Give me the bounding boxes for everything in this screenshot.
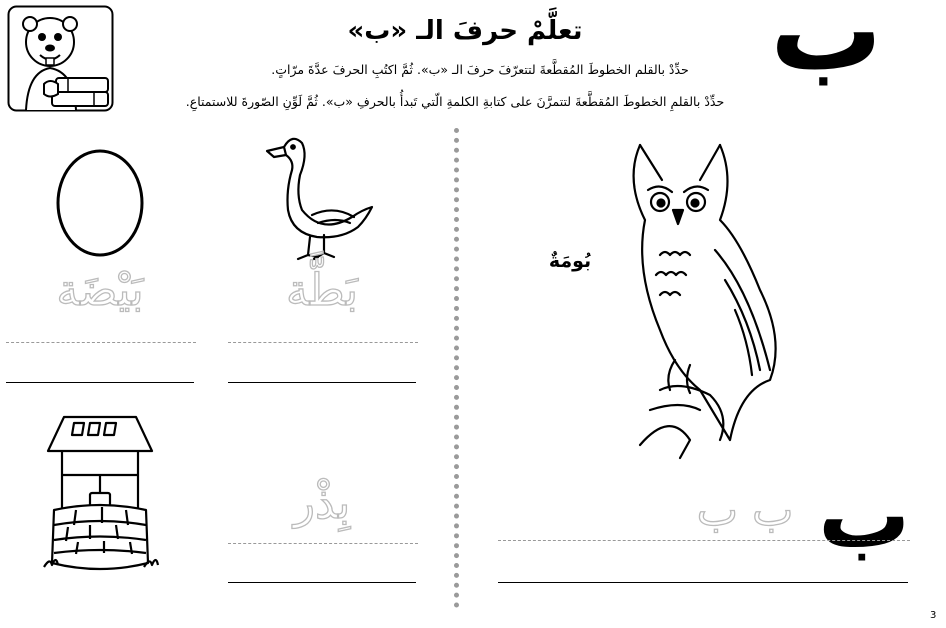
trace-word-egg: بَيْضَة — [56, 265, 144, 316]
big-letter-ba: ب — [770, 0, 883, 96]
egg-image — [55, 148, 145, 258]
column-divider — [454, 128, 459, 608]
beaver-mascot-image — [8, 6, 113, 111]
trace-letter-ba: ب ب — [696, 485, 794, 536]
writing-line — [6, 382, 194, 383]
instruction-line-2: حدِّدْ بالقلمِ الخطوطَ المُقطَّعةَ لتتمرَّنَ على كتابةِ الكلمةِ الّتي تَبدأُ بالحرفِ «ب». ثُمَّ لَوِّنِ الصّورةَ للاستمتاعِ. — [185, 94, 725, 109]
guide-dashed-line — [228, 543, 418, 544]
guide-dashed-line — [6, 342, 196, 343]
trace-word-seed: بِذْر — [293, 478, 351, 529]
owl-image — [620, 140, 790, 460]
owl-word: بُومَةٌ — [548, 250, 592, 272]
writing-line — [498, 582, 908, 583]
writing-line — [228, 582, 416, 583]
guide-dashed-line — [498, 540, 910, 541]
page-title: تعلَّمْ حرفَ الـ «ب» — [347, 16, 583, 46]
well-image — [40, 415, 160, 575]
writing-line — [228, 382, 416, 383]
guide-dashed-line — [228, 342, 418, 343]
trace-word-duck: بَطَّة — [286, 265, 358, 316]
duck-image — [262, 135, 377, 265]
write-letter-ba: ب — [818, 462, 911, 569]
page-number: 3 — [930, 610, 937, 621]
instruction-line-1: حدِّدْ بالقلم الخطوطَ المُقطَّعةَ لتتعرّفَ حرفَ الـ «ب». ثُمَّ اكتُبِ الحرفَ عدَّةَ مرّاتٍ. — [271, 62, 689, 77]
